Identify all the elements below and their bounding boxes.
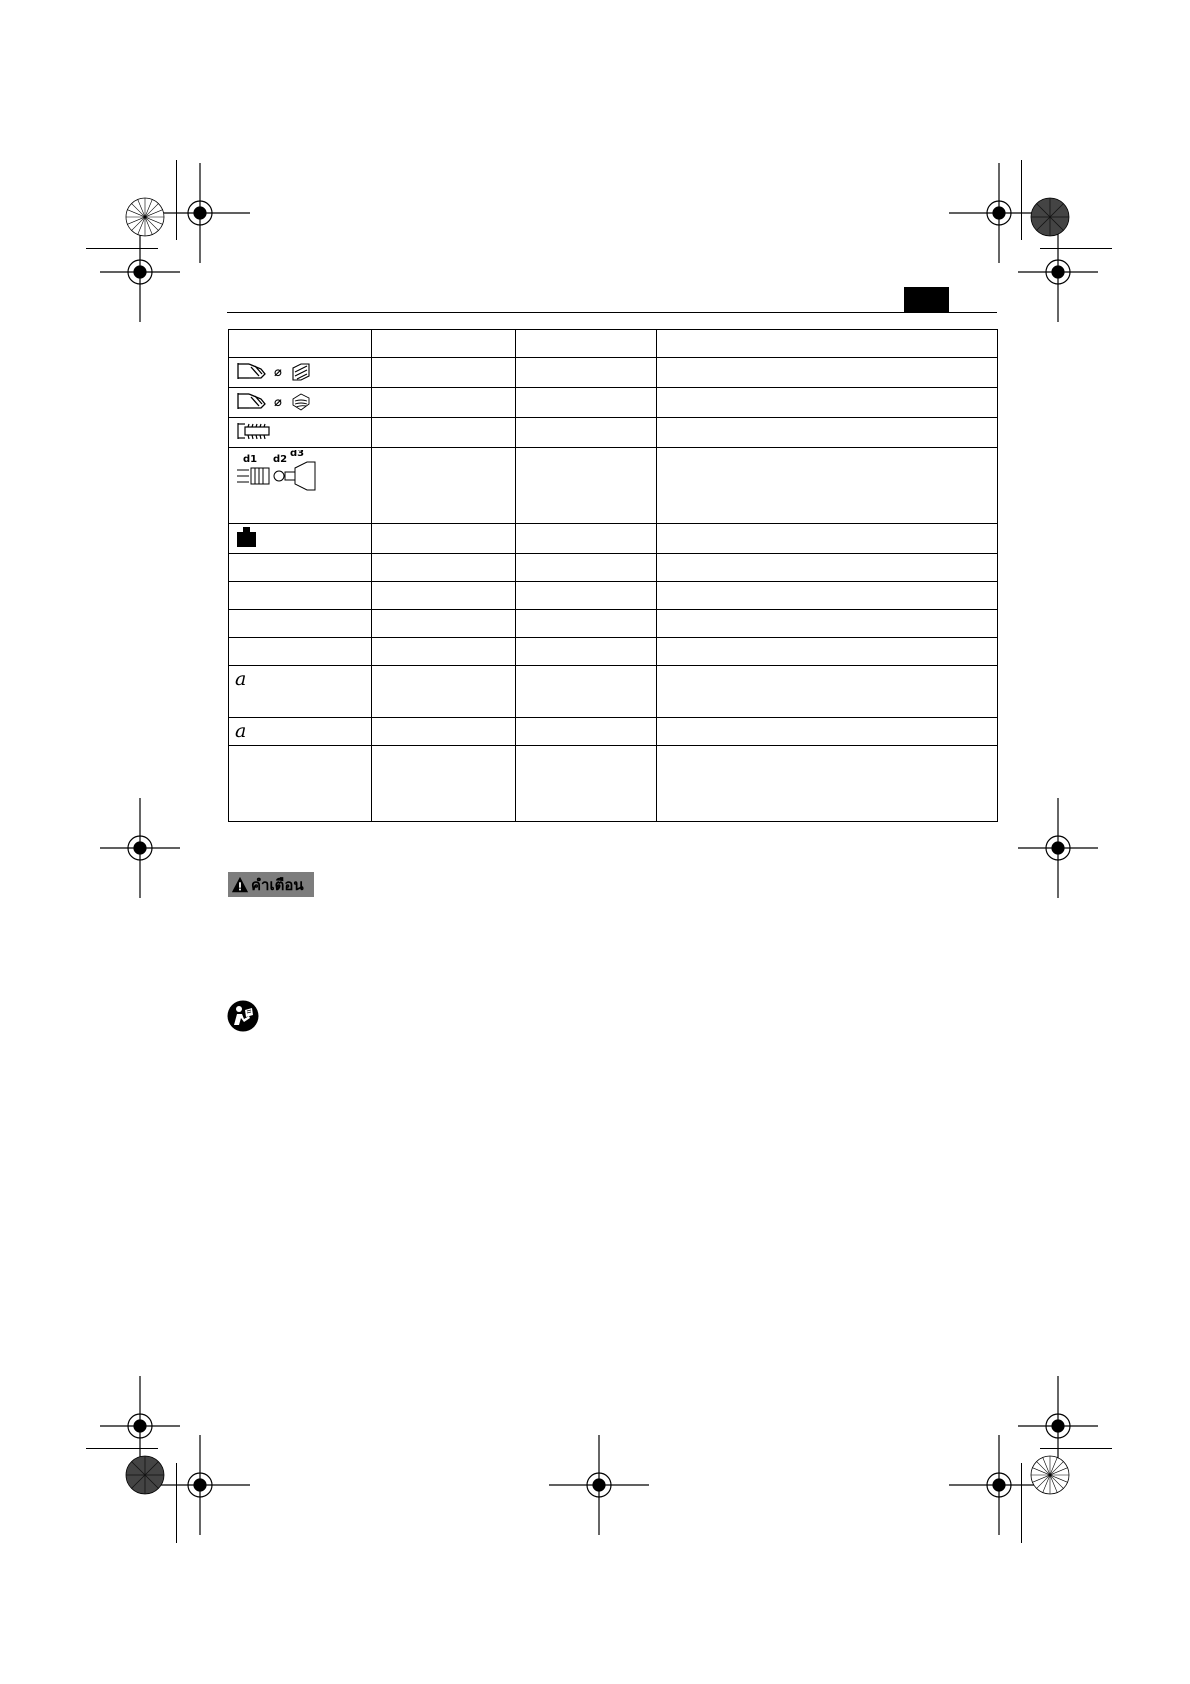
table-row [229,524,998,554]
starburst-mark [1030,1455,1070,1495]
table-cell [372,418,516,448]
language-tab [904,287,949,312]
table-cell [229,554,372,582]
table-cell [372,388,516,418]
table-cell [229,418,372,448]
table-cell [516,524,657,554]
warning-label: คำเตือน [251,875,304,894]
table-cell [229,638,372,666]
table-cell [229,718,372,746]
header-rule [227,312,997,313]
table-cell [372,718,516,746]
svg-text:d3: d3 [290,450,305,459]
table-cell [229,448,372,524]
screw-icon [235,420,275,442]
table-cell [516,638,657,666]
table-cell [516,388,657,418]
table-cell [516,610,657,638]
table-row [229,448,998,524]
table-row [229,718,998,746]
svg-text:d1: d1 [243,454,258,465]
table-cell [372,330,516,358]
read-manual-icon [227,1000,259,1032]
chuck-capacity-d1-d2-d3-icon [235,450,325,494]
table-cell [516,448,657,524]
table-cell [657,610,998,638]
registration-mark [1008,798,1108,898]
table-cell [657,358,998,388]
table-row [229,554,998,582]
table-cell [516,330,657,358]
table-cell [657,718,998,746]
table-cell [657,330,998,358]
svg-text:d2: d2 [273,454,288,465]
table-row [229,418,998,448]
registration-mark [150,1435,250,1535]
drill-diameter-wood-icon [235,390,321,412]
table-cell [229,330,372,358]
table-cell [516,718,657,746]
svg-text:⌀: ⌀ [274,395,282,410]
table-cell [516,418,657,448]
table-cell [657,524,998,554]
weight-icon [235,526,259,548]
table-cell [657,666,998,718]
table-cell [657,746,998,822]
table-row [229,610,998,638]
table-cell [229,666,372,718]
table-cell [229,524,372,554]
table-row [229,388,998,418]
table-cell [372,638,516,666]
table-cell [372,610,516,638]
table-row [229,746,998,822]
table-cell [657,582,998,610]
starburst-mark [125,197,165,237]
table-cell [516,358,657,388]
table-cell [372,746,516,822]
spec-table [228,329,998,822]
table-row [229,582,998,610]
table-cell [657,388,998,418]
svg-text:⌀: ⌀ [274,365,282,380]
table-cell [516,746,657,822]
table-cell [516,554,657,582]
starburst-mark [125,1455,165,1495]
table-cell [657,554,998,582]
table-cell [372,358,516,388]
table-cell [657,638,998,666]
table-cell [372,524,516,554]
table-cell [372,554,516,582]
warning-triangle-icon [231,876,249,894]
acceleration-symbol: a [235,668,247,690]
registration-mark [549,1435,649,1535]
table-cell [229,746,372,822]
table-cell [516,666,657,718]
warning-badge [228,872,314,897]
table-cell [657,448,998,524]
drill-diameter-steel-icon [235,360,321,382]
table-cell [372,666,516,718]
starburst-mark [1030,197,1070,237]
table-cell [229,358,372,388]
table-row [229,358,998,388]
table-cell [229,582,372,610]
table-cell [372,448,516,524]
registration-mark [90,222,190,322]
table-cell [229,610,372,638]
table-cell [516,582,657,610]
table-cell [372,582,516,610]
table-row [229,330,998,358]
registration-mark [90,798,190,898]
table-row [229,638,998,666]
table-row [229,666,998,718]
table-cell [229,388,372,418]
acceleration-symbol: a [235,720,247,742]
registration-mark [1008,222,1108,322]
table-cell [657,418,998,448]
